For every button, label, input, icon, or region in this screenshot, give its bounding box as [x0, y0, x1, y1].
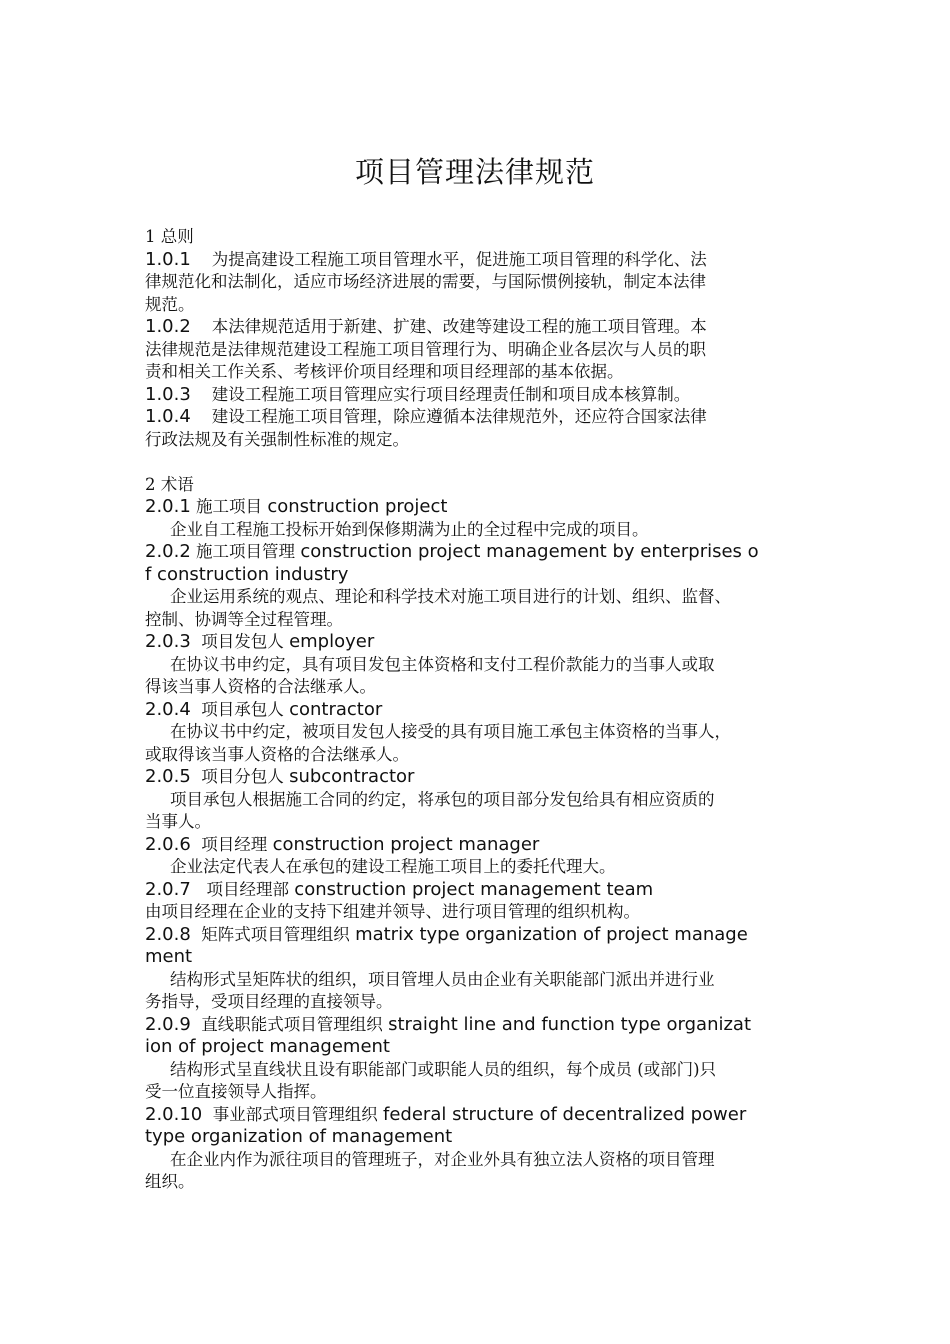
english-term: type organization of management	[145, 1126, 453, 1147]
clause-number: 1.0.1	[145, 248, 191, 270]
text-line	[145, 991, 815, 1014]
clause-text: 项目发包人	[190, 632, 290, 651]
text-line	[145, 1149, 815, 1172]
clause-number: 2.0.9	[145, 1013, 191, 1035]
clause-text: 法律规范是法律规范建设工程施工项目管理行为、明确企业各层次与人员的职	[145, 339, 706, 359]
text-line	[145, 811, 815, 834]
english-term: f construction industry	[145, 563, 349, 585]
clause-text: 本法律规范适用于新建、扩建、改建等建设工程的施工项目管理。本	[190, 317, 707, 336]
english-term: construction project management team	[294, 878, 654, 900]
clause-text: 2 术语	[145, 474, 194, 494]
clause-text: 施工项目管理	[190, 542, 301, 561]
clause-text: 或取得该当事人资格的合法继承人。	[145, 744, 409, 764]
clause-text: 事业部式项目管理组织	[202, 1104, 384, 1124]
text-line	[145, 699, 815, 722]
clause-text: 在协议书中约定，被项目发包人接受的具有项目施工承包主体资格的当事人，	[170, 722, 731, 741]
clause-number: 2.0.8	[145, 923, 191, 945]
clause-text: 组织。	[145, 1172, 195, 1191]
clause-number: 2.0.4	[145, 698, 191, 720]
text-line	[145, 1059, 815, 1082]
clause-text: 施工项目	[190, 497, 268, 516]
text-line	[145, 1081, 815, 1104]
text-line	[145, 924, 815, 947]
text-line	[145, 474, 815, 497]
text-line	[145, 789, 815, 812]
clause-text: 规范。	[145, 294, 195, 314]
clause-text: 企业自工程施工投标开始到保修期满为止的全过程中完成的项目。	[170, 519, 649, 539]
clause-text: 在协议书申约定，具有项目发包主体资格和支付工程价款能力的当事人或取	[170, 654, 715, 674]
text-line	[145, 901, 815, 924]
english-term: matrix type organization of project manage	[355, 923, 748, 945]
clause-number: 1.0.2	[145, 316, 191, 337]
text-line	[145, 1014, 815, 1037]
english-term: ion of project management	[145, 1036, 390, 1057]
clause-number: 2.0.2	[145, 541, 191, 562]
text-line	[145, 946, 815, 969]
clause-text: 律规范化和法制化，适应市场经济进展的需要，与国际惯例接轨，制定本法律	[145, 272, 706, 291]
english-term: employer	[289, 631, 375, 652]
document-title: 项目管理法律规范	[354, 155, 595, 189]
text-line	[145, 564, 815, 587]
text-line	[145, 271, 815, 294]
clause-text: 直线职能式项目管理组织	[190, 1014, 389, 1034]
clause-number: 2.0.7	[145, 878, 191, 900]
text-line	[145, 406, 815, 429]
clause-text: 为提高建设工程施工项目管理水平，促进施工项目管理的科学化、法	[190, 249, 707, 269]
clause-text: 由项目经理在企业的支持下组建并领导、进行项目管理的组织机构。	[145, 902, 640, 921]
clause-text: 项目分包人	[190, 767, 290, 786]
text-line	[145, 766, 815, 789]
text-line	[145, 856, 815, 879]
text-line	[145, 1171, 815, 1194]
clause-number: 2.0.10	[145, 1103, 203, 1125]
clause-text: 受一位直接领导人指挥。	[145, 1082, 327, 1101]
clause-text: 项目经理部	[190, 879, 295, 899]
english-term: contractor	[289, 698, 383, 720]
clause-text: 行政法规及有关强制性标准的规定。	[145, 429, 409, 449]
clause-text: 得该当事人资格的合法继承人。	[145, 677, 376, 696]
english-term: straight line and function type organizat	[388, 1013, 752, 1035]
document-body	[145, 226, 815, 1194]
english-term: construction project management by enterprises o	[300, 541, 759, 562]
text-line	[145, 361, 815, 384]
clause-text: 当事人。	[145, 812, 211, 831]
text-line	[145, 339, 815, 362]
text-line	[145, 744, 815, 767]
clause-number: 1.0.3	[145, 383, 191, 405]
text-line	[145, 586, 815, 609]
english-term: construction project manager	[272, 833, 540, 855]
text-line	[145, 519, 815, 542]
clause-text: 1 总则	[145, 227, 194, 246]
text-line	[145, 879, 815, 902]
clause-text: 企业运用系统的观点、理论和科学技术对施工项目进行的计划、组织、监督、	[170, 587, 731, 606]
text-line	[145, 384, 815, 407]
clause-number: 2.0.6	[145, 833, 191, 855]
clause-text: 责和相关工作关系、考核评价项目经理和项目经理部的基本依据。	[145, 362, 624, 381]
english-term: ment	[145, 946, 193, 967]
clause-text: 项目经理	[190, 834, 273, 854]
clause-text: 务指导，受项目经理的直接领导。	[145, 992, 393, 1011]
clause-text: 在企业内作为派往项目的管理班子，对企业外具有独立法人资格的项目管理	[170, 1149, 715, 1169]
text-line	[145, 676, 815, 699]
text-line	[145, 294, 815, 317]
text-line	[145, 834, 815, 857]
clause-text: 建设工程施工项目管理，除应遵循本法律规范外，还应符合国家法律	[190, 407, 707, 426]
text-line	[145, 969, 815, 992]
text-line	[145, 1104, 815, 1127]
clause-text: 企业法定代表人在承包的建设工程施工项目上的委托代理大。	[170, 857, 616, 876]
clause-text: 矩阵式项目管理组织	[190, 924, 356, 944]
text-line	[145, 1126, 815, 1149]
text-line	[145, 316, 815, 339]
clause-number: 2.0.5	[145, 766, 191, 787]
clause-number: 2.0.1	[145, 496, 191, 517]
text-line	[145, 609, 815, 632]
text-line	[145, 429, 815, 452]
text-line	[145, 226, 815, 249]
clause-text: 建设工程施工项目管理应实行项目经理责任制和项目成本核算制。	[190, 384, 691, 404]
english-term: subcontractor	[289, 766, 415, 787]
text-line	[145, 541, 815, 564]
clause-number: 1.0.4	[145, 406, 191, 427]
text-line	[145, 631, 815, 654]
text-line	[145, 249, 815, 272]
clause-text: 项目承包人根据施工合同的约定，将承包的项目部分发包给具有相应资质的	[170, 789, 715, 809]
text-line	[145, 1036, 815, 1059]
clause-text: 控制、协调等全过程管理。	[145, 609, 343, 629]
clause-text: 项目承包人	[190, 699, 290, 719]
english-term: federal structure of decentralized power	[383, 1103, 747, 1125]
clause-text: 结构形式呈矩阵状的组织，项目管埋人员由企业有关职能部门派出并进行业	[170, 969, 715, 989]
english-term: construction project	[267, 496, 448, 517]
clause-number: 2.0.3	[145, 631, 191, 652]
text-line	[145, 721, 815, 744]
text-line	[145, 496, 815, 519]
clause-text: 结构形式呈直线状且设有职能部门或职能人员的组织，每个成员 (或部门)只	[170, 1059, 717, 1079]
text-line	[145, 654, 815, 677]
